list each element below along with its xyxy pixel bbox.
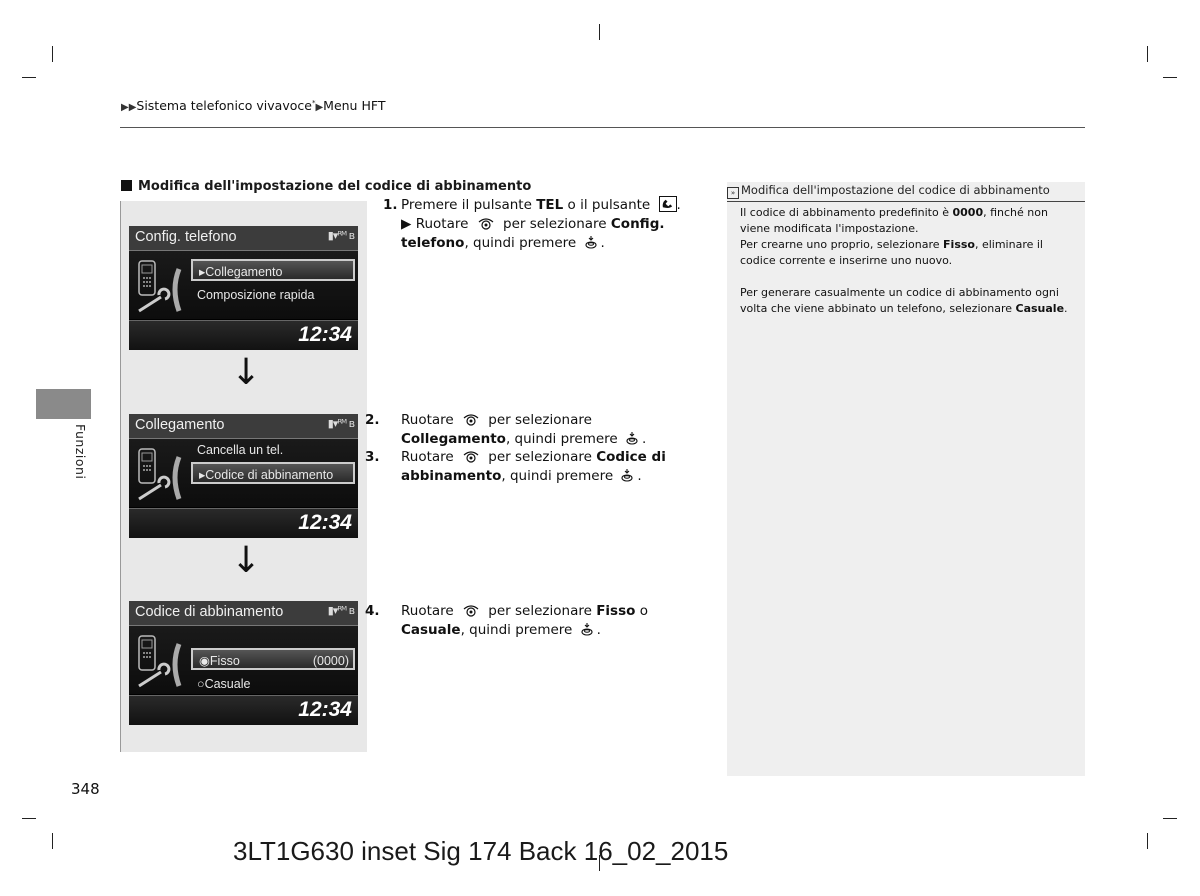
menu-item-label: Codice di abbinamento xyxy=(205,468,334,482)
step-3 xyxy=(365,448,703,486)
crop-mark xyxy=(22,818,36,819)
step-text: Premere il pulsante xyxy=(401,197,537,213)
radio-unchecked-icon: ○ xyxy=(197,677,205,691)
step-text: . xyxy=(642,431,647,447)
bluetooth-icon: ʙ xyxy=(346,417,354,430)
breadcrumb-page: Menu HFT xyxy=(323,98,386,113)
knob-rotate-icon xyxy=(462,449,480,463)
screen-title-bar xyxy=(129,601,358,626)
breadcrumb-section: Sistema telefonico vivavoce xyxy=(136,98,312,113)
phone-wrench-icon xyxy=(135,447,189,505)
header-rule xyxy=(120,127,1085,128)
menu-option-name: Collegamento xyxy=(401,431,506,447)
step-3-line xyxy=(365,448,703,486)
menu-option-name: Config. telefono xyxy=(401,216,665,251)
menu-item-label: Collegamento xyxy=(205,265,283,279)
bluetooth-icon: ʙ xyxy=(346,229,354,242)
bluetooth-icon: ʙ xyxy=(346,604,354,617)
screen-title: Codice di abbinamento xyxy=(135,604,284,620)
note-text: , eliminare il codice corrente e inserirne uno nuovo. xyxy=(740,238,1043,267)
menu-item-label: Casuale xyxy=(204,677,251,691)
step-text: per selezionare xyxy=(498,216,611,232)
note-text: . xyxy=(1064,302,1068,315)
menu-option-name: Codice di abbinamento xyxy=(401,449,666,484)
crop-mark xyxy=(1163,77,1177,78)
note-emphasis: Casuale xyxy=(1015,302,1065,315)
crop-mark xyxy=(1147,833,1148,849)
crop-mark xyxy=(22,77,36,78)
step-text: o il pulsante xyxy=(563,197,655,213)
clock-bar xyxy=(129,695,358,725)
phone-wrench-icon xyxy=(135,634,189,692)
step-2-line xyxy=(365,411,703,449)
crop-mark xyxy=(52,46,53,62)
display-screen-collegamento xyxy=(129,414,358,538)
status-icons xyxy=(328,604,354,617)
screen-title: Collegamento xyxy=(135,417,225,433)
note-emphasis: 0000 xyxy=(952,206,984,219)
menu-item-selected: ▸Collegamento xyxy=(191,259,355,281)
menu-option-name: Fisso xyxy=(596,603,636,619)
step-number: 1. xyxy=(383,197,398,213)
phone-wrench-icon xyxy=(135,259,189,317)
step-text: , quindi premere xyxy=(505,431,622,447)
step-number: 3. xyxy=(365,449,380,465)
code-value: (0000) xyxy=(312,654,349,668)
crop-mark xyxy=(1147,46,1148,62)
note-text: Per crearne uno proprio, selezionare xyxy=(740,238,944,251)
note-body xyxy=(740,205,1080,333)
note-emphasis: Fisso xyxy=(943,238,975,251)
clock-bar xyxy=(129,508,358,538)
breadcrumb-arrow-icon: ▶▶ xyxy=(121,102,137,113)
step-2 xyxy=(365,411,703,449)
tel-button-label: TEL xyxy=(536,197,564,213)
step-text: . xyxy=(676,197,681,213)
crop-mark xyxy=(599,24,600,40)
step-4-line xyxy=(365,602,703,640)
knob-press-icon xyxy=(580,622,594,636)
crop-mark xyxy=(52,833,53,849)
menu-item xyxy=(191,673,355,695)
signal-icon: ▮▾ᴿᴹ xyxy=(327,229,347,242)
phone-button-icon xyxy=(659,196,677,212)
step-text: Ruotare xyxy=(401,603,459,619)
note-text: Per generare casualmente un codice di abbinamento ogni volta che viene abbinato un telefono, selezionare xyxy=(740,286,1059,315)
status-icons xyxy=(328,417,354,430)
display-screen-config xyxy=(129,226,358,350)
clock: 12:34 xyxy=(298,698,352,721)
note-title: Modifica dell'impostazione del codice di abbinamento xyxy=(741,183,1050,197)
step-text: . xyxy=(600,235,605,251)
step-1 xyxy=(383,196,703,253)
step-1-line xyxy=(383,196,703,215)
section-title xyxy=(121,179,531,194)
signal-icon: ▮▾ᴿᴹ xyxy=(327,604,347,617)
menu-item-selected: ▸Codice di abbinamento xyxy=(191,462,355,484)
step-text: Ruotare xyxy=(401,412,459,428)
double-arrow-icon: » xyxy=(727,187,739,199)
down-arrow-icon: ↓ xyxy=(231,352,262,393)
chapter-tab xyxy=(36,389,91,419)
step-text: per selezionare xyxy=(484,449,597,465)
knob-press-icon xyxy=(625,431,639,445)
optional-marker: * xyxy=(311,98,316,107)
page-number: 348 xyxy=(71,780,100,798)
screen-title: Config. telefono xyxy=(135,229,237,245)
chapter-label: Funzioni xyxy=(73,424,88,480)
note-text: Il codice di abbinamento predefinito è xyxy=(740,206,953,219)
menu-option-name: Casuale xyxy=(401,622,461,638)
radio-checked-icon: ◉ xyxy=(199,654,210,668)
step-text: Ruotare xyxy=(401,449,459,465)
menu-item-label: Fisso xyxy=(209,654,240,668)
step-text: o xyxy=(635,603,648,619)
screen-body xyxy=(129,251,358,319)
step-number: 4. xyxy=(365,603,380,619)
knob-press-icon xyxy=(620,468,634,482)
knob-rotate-icon xyxy=(462,603,480,617)
step-4 xyxy=(365,602,703,640)
clock-bar xyxy=(129,320,358,350)
display-screen-codice xyxy=(129,601,358,725)
section-title-text: Modifica dell'impostazione del codice di abbinamento xyxy=(138,179,532,194)
note-paragraph xyxy=(740,205,1080,269)
step-text: per selezionare xyxy=(484,603,597,619)
screen-body xyxy=(129,626,358,694)
knob-press-icon xyxy=(584,235,598,249)
down-arrow-icon: ↓ xyxy=(231,540,262,581)
step-text: per selezionare xyxy=(484,412,592,428)
step-text: . xyxy=(637,468,642,484)
menu-item-label: Cancella un tel. xyxy=(197,443,284,457)
status-icons xyxy=(328,229,354,242)
step-text: , quindi premere xyxy=(501,468,618,484)
menu-item xyxy=(191,439,355,461)
breadcrumb xyxy=(121,98,385,113)
clock: 12:34 xyxy=(298,511,352,534)
note-paragraph xyxy=(740,285,1080,317)
screen-title-bar xyxy=(129,414,358,439)
signal-icon: ▮▾ᴿᴹ xyxy=(327,417,347,430)
step-text: . xyxy=(596,622,601,638)
crop-mark xyxy=(1163,818,1177,819)
screen-title-bar xyxy=(129,226,358,251)
step-text: Ruotare xyxy=(415,216,473,232)
screen-illustration-panel xyxy=(120,201,367,752)
note-sidebar xyxy=(727,182,1085,776)
step-number: 2. xyxy=(365,412,380,428)
breadcrumb-arrow-icon: ▶ xyxy=(315,102,324,113)
step-text: , quindi premere xyxy=(464,235,581,251)
menu-item xyxy=(191,284,355,306)
menu-item-selected xyxy=(191,648,355,670)
menu-item-label: Composizione rapida xyxy=(197,288,315,302)
screen-body xyxy=(129,439,358,507)
square-bullet-icon xyxy=(121,180,132,191)
knob-rotate-icon xyxy=(477,216,495,230)
clock: 12:34 xyxy=(298,323,352,346)
note-text: , finché non viene modificata l'impostazione. xyxy=(740,206,1048,235)
step-1-sub: ▶ Ruotare per selezionare Config. telefono, quindi premere . xyxy=(401,216,665,251)
note-header xyxy=(727,182,1085,202)
step-text: , quindi premere xyxy=(460,622,577,638)
print-slug: 3LT1G630 inset Sig 174 Back 16_02_2015 xyxy=(233,836,729,866)
knob-rotate-icon xyxy=(462,412,480,426)
